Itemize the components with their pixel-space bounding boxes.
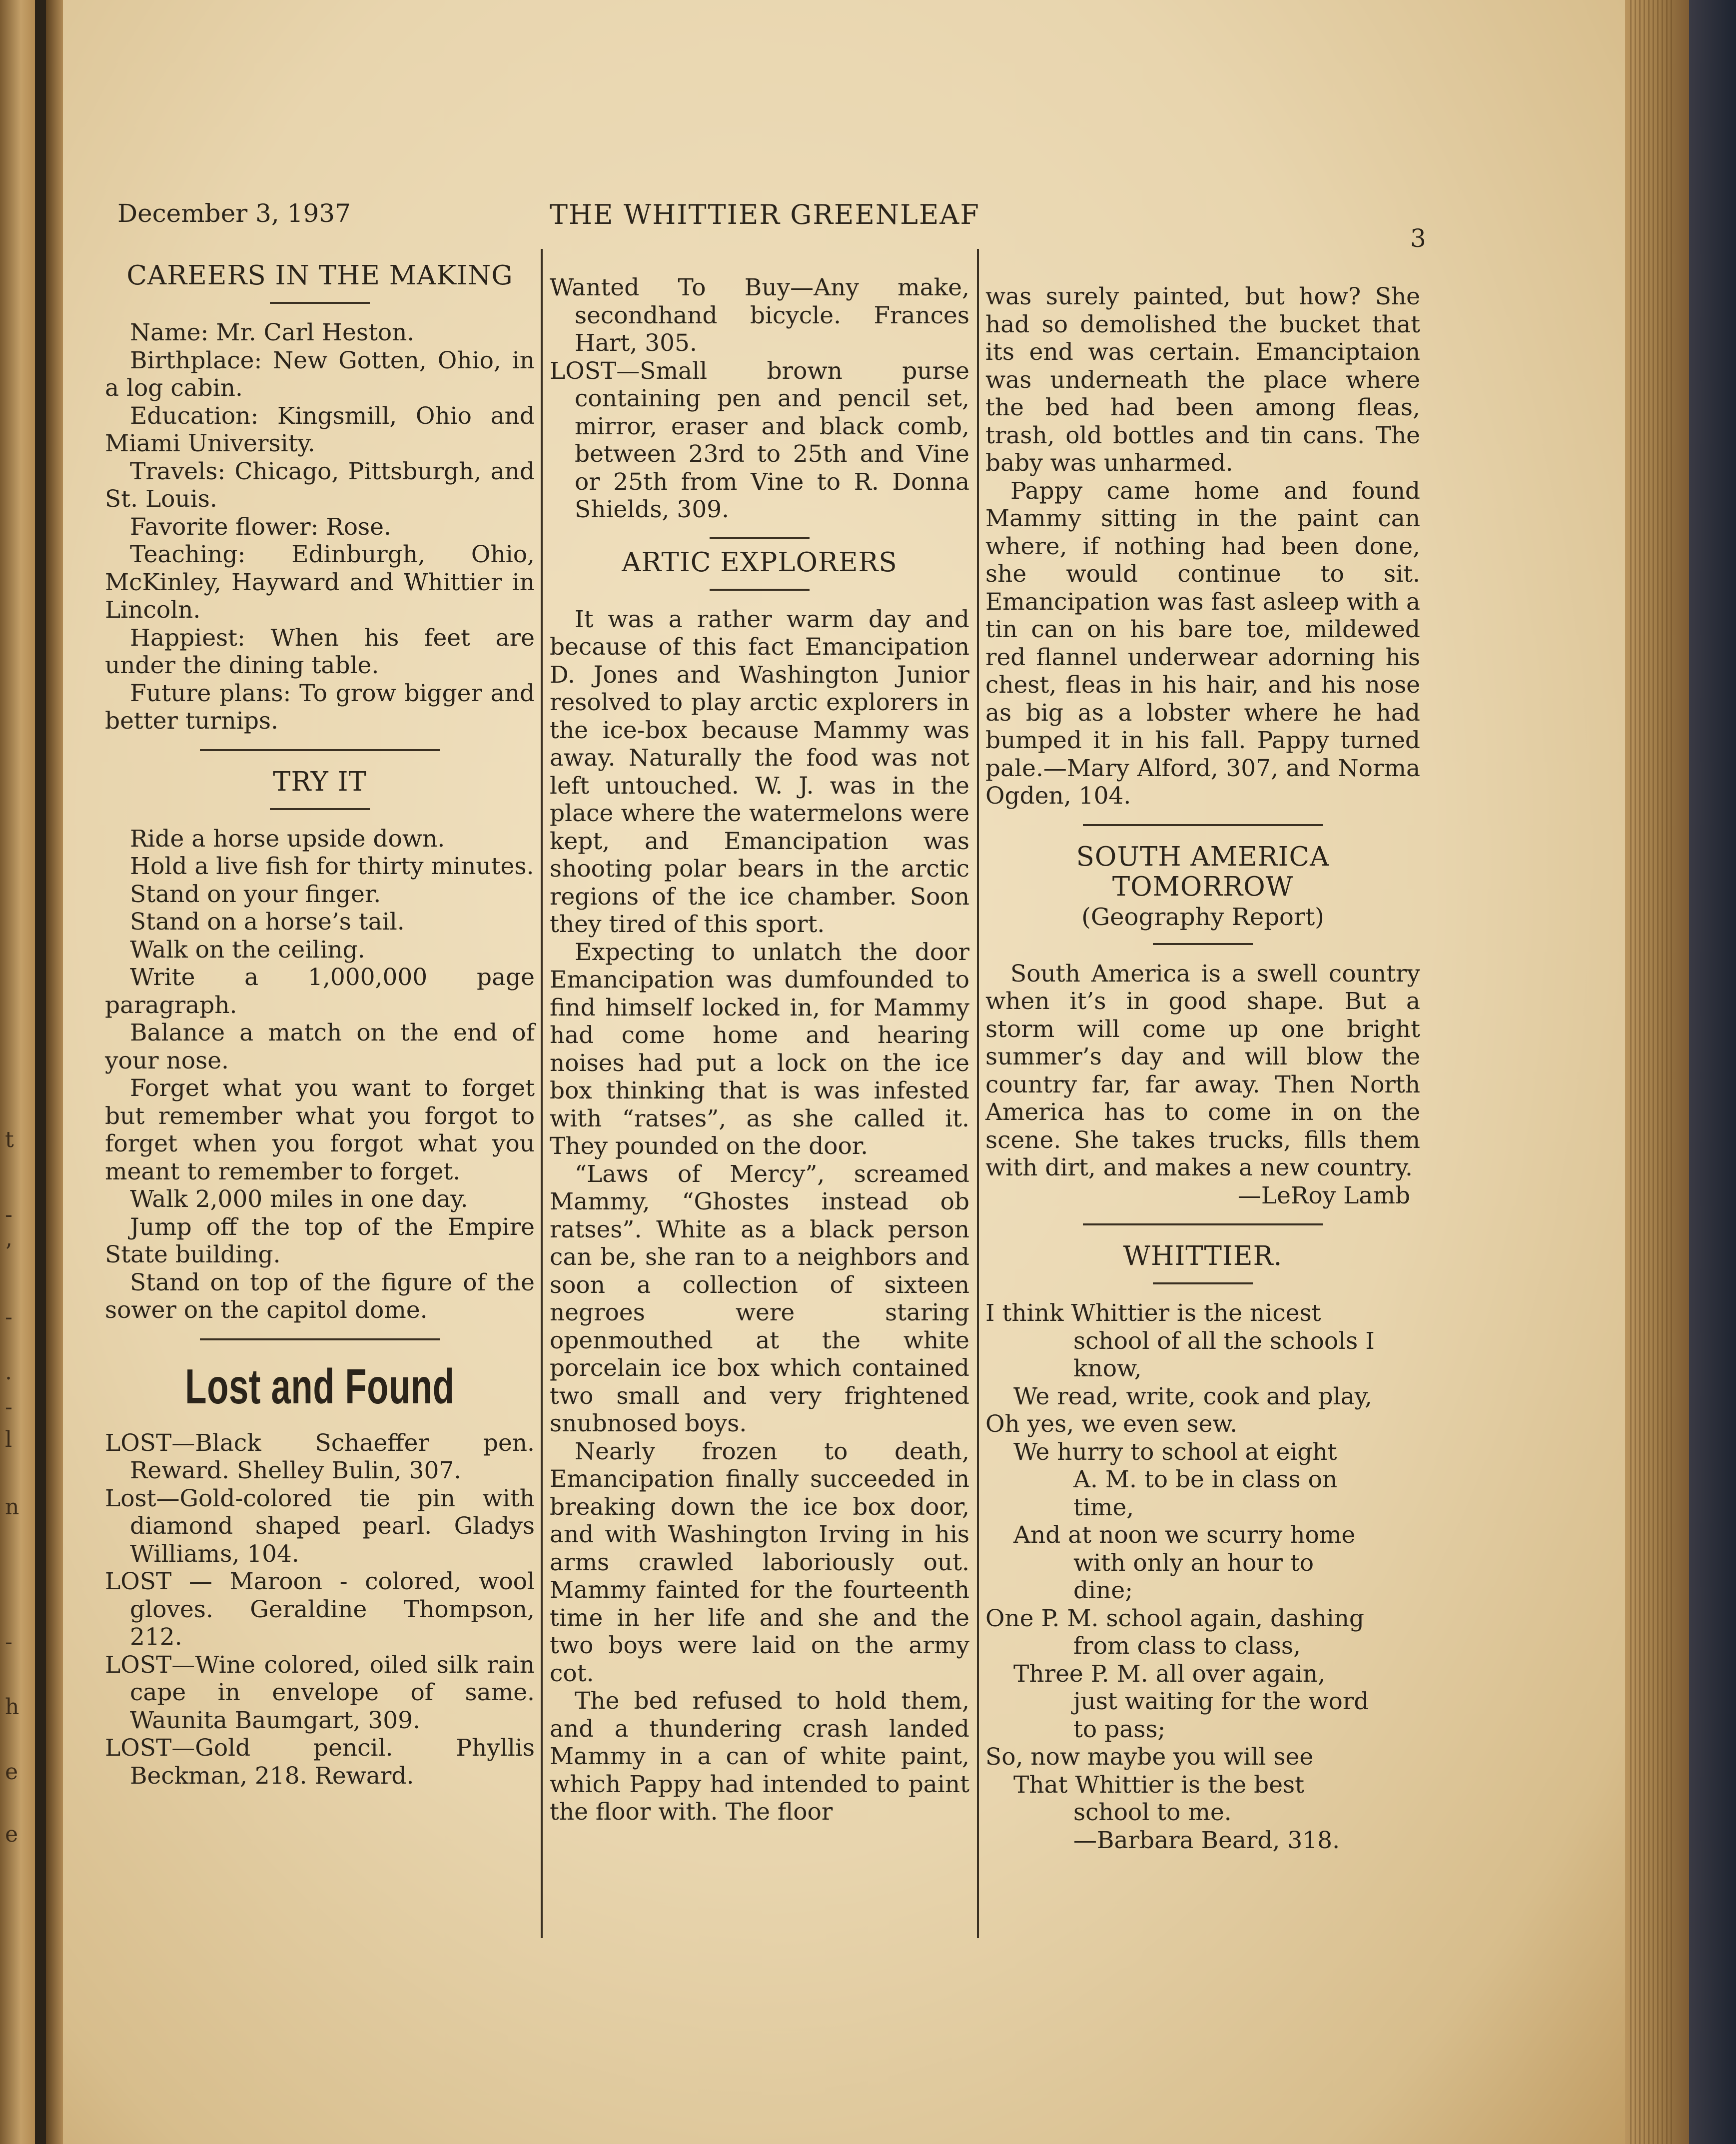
poem-line: I think Whittier is the nicest [985, 1299, 1321, 1327]
try-it-line: Jump off the top of the Empire State building. [105, 1213, 535, 1268]
page-gutter-shadow [46, 0, 63, 2144]
column-2 [550, 274, 969, 1826]
lost-ad: LOST—Gold pencil. Phyllis Beckman, 218. Reward. [105, 1734, 535, 1790]
margin-letter: e [5, 1759, 18, 1785]
poem-line: So, now maybe you will see [985, 1743, 1314, 1771]
page-number: 3 [1410, 224, 1426, 253]
lost-ad: LOST—Wine colored, oiled silk rain cape in envelope of same. Waunita Baumgart, 309. [105, 1651, 535, 1734]
margin-letter: - [5, 1394, 12, 1420]
book-cover-edge [1689, 0, 1736, 2144]
careers-title: CAREERS IN THE MAKING [126, 260, 513, 291]
try-it-line: Hold a live fish for thirty minutes. [130, 853, 534, 880]
facing-page-letters [0, 0, 35, 2144]
margin-letter: - [5, 1304, 12, 1330]
poem-line: We hurry to school at eight [1013, 1438, 1337, 1466]
title-rule [270, 302, 370, 304]
title-rule [1153, 1282, 1253, 1284]
try-it-title: TRY IT [273, 766, 367, 797]
poem-line: Three P. M. all over again, [1013, 1660, 1326, 1688]
whittier-poem [985, 1299, 1420, 1854]
story-continued: Pappy came home and found Mammy sitting in the paint can where, if nothing had been done, she would continue to sit. Emancipation was fast asleep with a tin can on his bare toe, mildewed red flannel underwear adorning his chest, fleas in his hair, and his nose as big as a lobster where he had bumped it in his fall. Pappy turned pale.—Mary Alford, 307, and Norma Ogden, 104. [985, 477, 1420, 810]
title-rule [1153, 943, 1253, 945]
margin-letter: . [5, 1359, 12, 1385]
career-line: Happiest: When his feet are under the dining table. [105, 624, 535, 679]
column-rule [977, 249, 979, 1938]
margin-letter: t [5, 1127, 14, 1152]
section-divider [1083, 824, 1323, 826]
margin-letter: ’ [5, 1239, 12, 1265]
try-it-line: Walk 2,000 miles in one day. [130, 1185, 468, 1213]
report-text: South America is a swell country when it’s in good shape. But a storm will come up one bright summer’s day and will blow the country far, far away. Then North America has to come in on the scene. She takes trucks, fills them with dirt, and makes a new country. [985, 960, 1420, 1181]
south-america-subtitle: (Geography Report) [1081, 903, 1324, 931]
lost-found-list [105, 1429, 535, 1790]
section-divider [1083, 1223, 1323, 1225]
wanted-ad: Wanted To Buy—Any make, secondhand bicycle. Frances Hart, 305. [550, 274, 969, 357]
try-it-line: Write a 1,000,000 page paragraph. [105, 964, 535, 1019]
poem-line: to pass; [1073, 1715, 1166, 1743]
story-continued: was surely painted, but how? She had so demolished the bucket that its end was certain. Emanciptaion was underneath the place where the bed had been among fleas, trash, old bottles and tin cans. The baby was unharmed. [985, 283, 1420, 477]
title-rule [270, 808, 370, 810]
lost-ad: LOST—Black Schaeffer pen. Reward. Shelley Bulin, 307. [105, 1429, 535, 1484]
story-paragraph: Expecting to unlatch the door Emancipation was dumfounded to find himself locked in, for Mammy had come home and hearing noises had put a lock on the ice box thinking that is was infested with “ratses”, as she called it. They pounded on the door. [550, 938, 969, 1160]
margin-letter: h [5, 1694, 19, 1720]
poem-line: A. M. to be in class on [1073, 1466, 1338, 1493]
poem-line: just waiting for the word [1073, 1688, 1369, 1715]
poem-line: And at noon we scurry home [1013, 1521, 1356, 1549]
poem-line: school to me. [1073, 1799, 1232, 1826]
margin-letter: e [5, 1822, 18, 1847]
try-it-line: Balance a match on the end of your nose. [105, 1019, 535, 1074]
career-line: Teaching: Edinburgh, Ohio, McKinley, Hayward and Whittier in Lincoln. [105, 541, 535, 624]
poem-line: with only an hour to [1073, 1549, 1314, 1577]
story-paragraph: The bed refused to hold them, and a thundering crash landed Mammy in a can of white paint, which Pappy had intended to paint the floor with. The floor [550, 1687, 969, 1826]
column-rule [541, 249, 543, 1938]
career-line: Education: Kingsmill, Ohio and Miami University. [105, 402, 535, 457]
try-it-line: Stand on top of the figure of the sower on the capitol dome. [105, 1268, 535, 1324]
poem-line: dine; [1073, 1577, 1133, 1604]
lost-found-title: Lost and Found [185, 1358, 455, 1414]
try-it-line: Walk on the ceiling. [130, 936, 365, 964]
try-it-line: Ride a horse upside down. [130, 825, 445, 853]
south-america-title: SOUTH AMERICA TOMORROW [1076, 841, 1330, 902]
try-it-line: Stand on your finger. [130, 880, 381, 908]
try-it-line: Stand on a horse’s tail. [130, 908, 405, 936]
report-author: —LeRoy Lamb [1237, 1181, 1410, 1209]
career-line: Favorite flower: Rose. [130, 513, 391, 541]
career-line: Future plans: To grow bigger and better turnips. [105, 679, 535, 735]
margin-letter: - [5, 1629, 12, 1655]
margin-letter: n [5, 1494, 19, 1520]
lost-ad: Lost—Gold-colored tie pin with diamond shaped pearl. Gladys Williams, 104. [105, 1484, 535, 1568]
poem-line: school of all the schools I [1073, 1327, 1375, 1355]
story-paragraph: It was a rather warm day and because of this fact Emancipation D. Jones and Washington Junior resolved to play arctic explorers in the ice-box because Mammy was away. Naturally the food was not left untouched. W. J. was in the place where the watermelons were kept, and Emancipation was shooting polar bears in the arctic regions of the ice chamber. Soon they tired of this sport. [550, 605, 969, 938]
issue-date: December 3, 1937 [117, 199, 351, 228]
poem-line: We read, write, cook and play, [1013, 1382, 1372, 1410]
section-divider [200, 1338, 440, 1340]
section-divider [200, 749, 440, 751]
whittier-title: WHITTIER. [1123, 1241, 1283, 1271]
section-divider [710, 537, 810, 539]
paper-name: THE WHITTIER GREENLEAF [550, 199, 980, 230]
career-line: Travels: Chicago, Pittsburgh, and St. Louis. [105, 457, 535, 513]
title-rule [710, 589, 810, 591]
try-it-line: Forget what you want to forget but remember what you forgot to forget when you forgot what you meant to remember to forget. [105, 1074, 535, 1185]
poem-line: time, [1073, 1493, 1134, 1521]
column-3 [985, 283, 1420, 1854]
poem-line: from class to class, [1073, 1632, 1301, 1660]
poem-line: That Whittier is the best [1013, 1771, 1305, 1799]
story-paragraph: Nearly frozen to death, Emancipation finally succeeded in breaking down the ice box door, and with Washington Irving in his arms crawled laboriously out. Mammy fainted for the fourteenth time in her life and she and the two boys were laid on the army cot. [550, 1437, 969, 1687]
story-paragraph: “Laws of Mercy”, screamed Mammy, “Ghostes instead ob ratses”. White as a black person can be, she ran to a neighbors and soon a collection of sixteen negroes were staring openmouthed at the white porcelain ice box which contained two small and very frightened snubnosed boys. [550, 1160, 969, 1437]
poem-author: —Barbara Beard, 318. [1073, 1826, 1340, 1854]
try-it-list [105, 825, 535, 1324]
page-stack-lines [1630, 0, 1675, 2144]
margin-letter: - [5, 1202, 12, 1227]
career-line: Name: Mr. Carl Heston. [130, 319, 415, 346]
poem-line: Oh yes, we even sew. [985, 1410, 1238, 1438]
lost-ad: LOST—Small brown purse containing pen and pencil set, mirror, eraser and black comb, between 23rd to 25th and Vine or 25th from Vine to R. Donna Shields, 309. [550, 357, 969, 523]
margin-letter: l [5, 1427, 12, 1452]
careers-list [105, 319, 535, 735]
column-1 [105, 261, 535, 1790]
artic-title: ARTIC EXPLORERS [622, 547, 897, 578]
poem-line: know, [1073, 1355, 1142, 1382]
lost-ad: LOST — Maroon - colored, wool gloves. Geraldine Thompson, 212. [105, 1568, 535, 1651]
poem-line: One P. M. school again, dashing [985, 1604, 1365, 1632]
career-line: Birthplace: New Gotten, Ohio, in a log cabin. [105, 346, 535, 402]
